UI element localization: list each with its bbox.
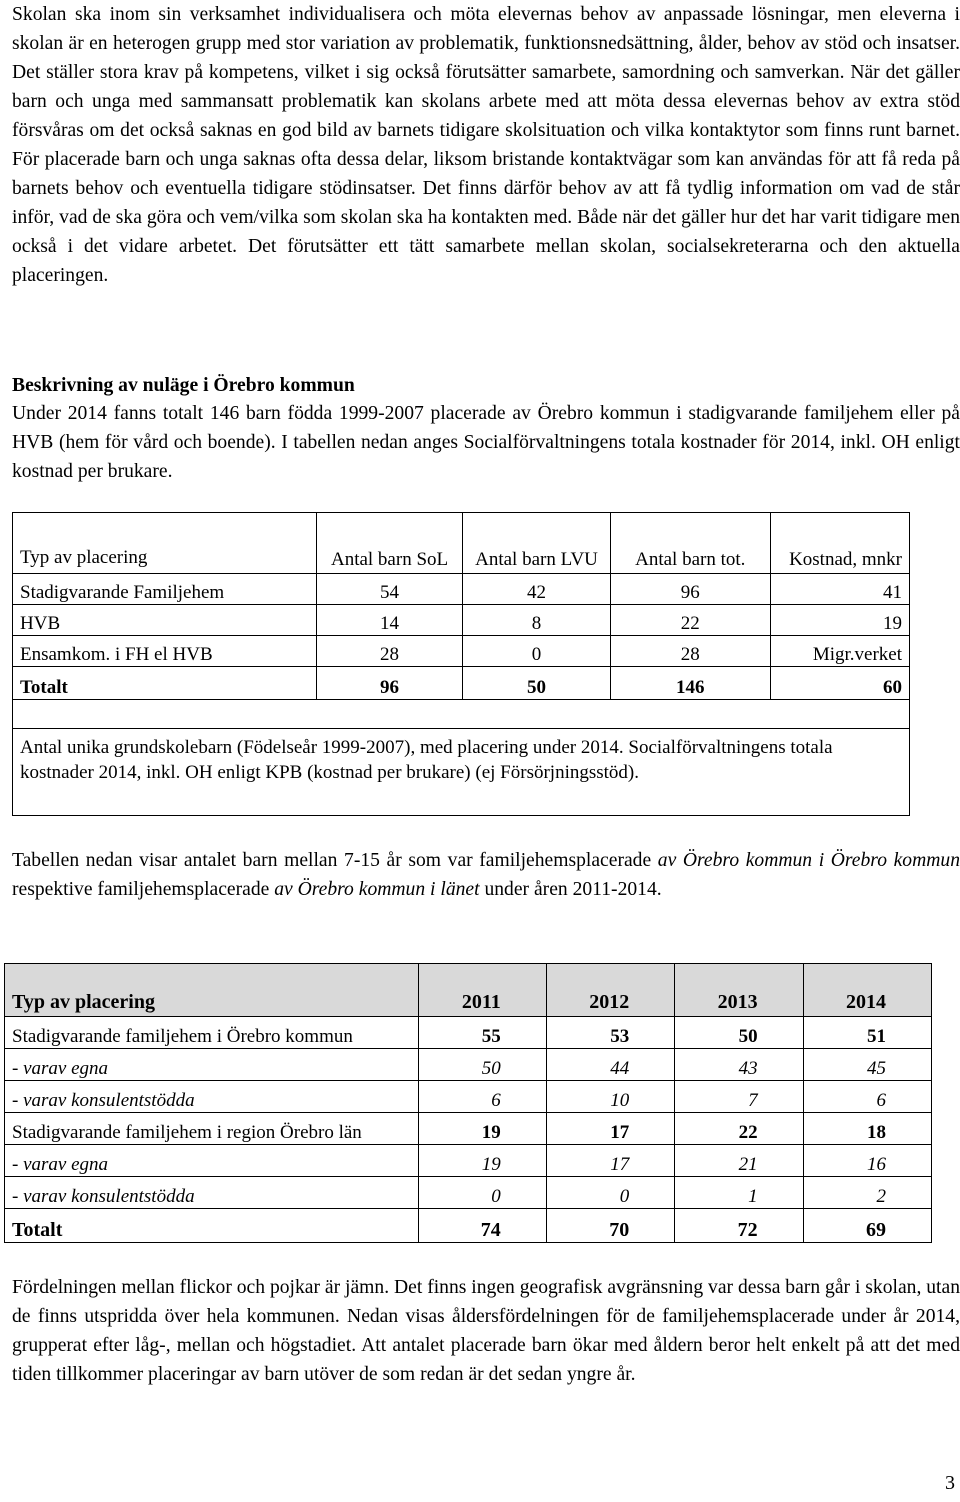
table-cell: Totalt — [13, 667, 317, 700]
header-cell: Antal barn LVU — [463, 513, 610, 574]
intro-paragraph: Skolan ska inom sin verksamhet individualisera och möta elevernas behov av anpassade lösningar, men eleverna i skolan är en heterogen grupp med stor variation av problematik, funktionsnedsättning, ålder, behov av stöd och insatser. Det ställer stora krav på kompetens, vilket i sig också förutsätter samarbete, samordning och samverkan. När det gäller barn och unga med sammansatt problematik kan skolans arbete med att möta dessa elevernas behov av extra stöd försvåras om det också saknas en god bild av barnets tidigare skolsituation och vilka kontaktytor som finns runt barnet. För placerade barn och unga saknas ofta dessa delar, liksom bristande kontaktvägar som kan användas för att få reda på barnets behov och eventuella tidigare stödinsatser. Det finns därför behov av att få tydlig information om vad de står inför, vad de ska göra och vem/vilka som skolan ska ha kontakten med. Både när det gäller hur det har varit tidigare men också i det vidare arbetet. Det förutsätter ett tätt samarbete mellan skolan, socialsekreterarna och den aktuella placeringen. — [12, 4, 960, 286]
table-note: Antal unika grundskolebarn (Födelseår 1999-2007), med placering under 2014. Socialförvaltningens totala kostnader 2014, inkl. OH enligt KPB (kostnad per brukare) (ej Försörjningsstöd). — [13, 729, 910, 816]
table-cell: 19 — [418, 1113, 546, 1145]
table-cell: 45 — [803, 1049, 931, 1081]
table-cell: 17 — [546, 1113, 674, 1145]
table-cell: 10 — [546, 1081, 674, 1113]
table-cell: 96 — [316, 667, 463, 700]
table-cell: 22 — [610, 605, 770, 636]
placement-table — [4, 963, 932, 1243]
table-cell: 50 — [463, 667, 610, 700]
table-cell: 2 — [803, 1177, 931, 1209]
table-cell: 16 — [803, 1145, 931, 1177]
table-cell: 42 — [463, 574, 610, 605]
total-row — [5, 1209, 932, 1243]
header-cell: Typ av placering — [13, 513, 317, 574]
table-cell: Totalt — [5, 1209, 419, 1243]
table-cell: 72 — [675, 1209, 803, 1243]
table-cell: 7 — [675, 1081, 803, 1113]
header-cell: 2014 — [803, 964, 931, 1017]
table-cell: 22 — [675, 1113, 803, 1145]
note-row — [13, 729, 910, 816]
table-cell: Ensamkom. i FH el HVB — [13, 636, 317, 667]
emphasis-text: av Örebro kommun i Örebro kommun — [657, 850, 960, 871]
table-cell: 19 — [770, 605, 909, 636]
table-row — [5, 1177, 932, 1209]
table-cell: 8 — [463, 605, 610, 636]
table-cell: - varav konsulentstödda — [5, 1081, 419, 1113]
table-cell: - varav egna — [5, 1049, 419, 1081]
header-cell: 2013 — [675, 964, 803, 1017]
header-cell: Kostnad, mnkr — [770, 513, 909, 574]
table-row — [5, 1113, 932, 1145]
header-cell: Typ av placering — [5, 964, 419, 1017]
description-paragraph: Under 2014 fanns totalt 146 barn födda 1999-2007 placerade av Örebro kommun i stadigvarande familjehem eller på HVB (hem för vård och boende). I tabellen nedan anges Socialförvaltningens totala kostnader för 2014, inkl. OH enligt kostnad per brukare. — [12, 403, 960, 482]
table-cell: 18 — [803, 1113, 931, 1145]
table-cell: 0 — [463, 636, 610, 667]
table-row — [13, 636, 910, 667]
cost-table — [12, 512, 910, 816]
cost-table-header — [13, 513, 910, 574]
table-cell: 6 — [803, 1081, 931, 1113]
text-span: respektive familjehemsplacerade — [12, 879, 275, 900]
table-row — [5, 1145, 932, 1177]
header-cell: 2011 — [418, 964, 546, 1017]
total-row — [13, 667, 910, 700]
table-row — [5, 1081, 932, 1113]
table-cell: 43 — [675, 1049, 803, 1081]
blank-cell — [13, 700, 910, 729]
section-heading: Beskrivning av nuläge i Örebro kommun — [12, 375, 355, 396]
table-cell: 14 — [316, 605, 463, 636]
header-cell: Antal barn tot. — [610, 513, 770, 574]
table-cell: 50 — [675, 1017, 803, 1049]
table-cell: Stadigvarande familjehem i region Örebro län — [5, 1113, 419, 1145]
table-cell: 17 — [546, 1145, 674, 1177]
emphasis-text: av Örebro kommun i länet — [274, 879, 480, 900]
table-row — [13, 574, 910, 605]
table-cell: 50 — [418, 1049, 546, 1081]
blank-row — [13, 700, 910, 729]
table-cell: HVB — [13, 605, 317, 636]
table-cell: 69 — [803, 1209, 931, 1243]
table-cell: 70 — [546, 1209, 674, 1243]
table-cell: 74 — [418, 1209, 546, 1243]
text-span: under åren 2011-2014. — [479, 879, 662, 900]
table-cell: 44 — [546, 1049, 674, 1081]
table-cell: 53 — [546, 1017, 674, 1049]
table-cell: Migr.verket — [770, 636, 909, 667]
table-row — [5, 1049, 932, 1081]
table-cell: 41 — [770, 574, 909, 605]
table-cell: 60 — [770, 667, 909, 700]
table-cell: 54 — [316, 574, 463, 605]
table-cell: 6 — [418, 1081, 546, 1113]
table-cell: 28 — [610, 636, 770, 667]
page-number: 3 — [945, 1472, 955, 1494]
table-cell: 0 — [418, 1177, 546, 1209]
table-cell: 96 — [610, 574, 770, 605]
table-cell: Stadigvarande Familjehem — [13, 574, 317, 605]
closing-paragraph: Fördelningen mellan flickor och pojkar är jämn. Det finns ingen geografisk avgränsning var dessa barn går i skolan, utan de finns utspridda över hela kommunen. Nedan visas åldersfördelningen för de familjehemsplacerade under år 2014, grupperat efter låg-, mellan och högstadiet. Att antalet placerade barn ökar med åldern beror helt enkelt på att det med tiden tillkommer placeringar av barn utöver de som redan är det sedan yngre år. — [12, 1277, 960, 1385]
table-cell: 0 — [546, 1177, 674, 1209]
table-cell: 21 — [675, 1145, 803, 1177]
text-span: Tabellen nedan visar antalet barn mellan 7-15 år som var familjehemsplacerade — [12, 850, 658, 871]
table-cell: 28 — [316, 636, 463, 667]
table-row — [13, 605, 910, 636]
table-cell: 55 — [418, 1017, 546, 1049]
table-cell: Stadigvarande familjehem i Örebro kommun — [5, 1017, 419, 1049]
table-intro-paragraph — [12, 846, 960, 904]
table-cell: 51 — [803, 1017, 931, 1049]
header-cell: Antal barn SoL — [316, 513, 463, 574]
placement-table-header — [5, 964, 932, 1017]
table-cell: 19 — [418, 1145, 546, 1177]
header-cell: 2012 — [546, 964, 674, 1017]
table-cell: 1 — [675, 1177, 803, 1209]
table-cell: 146 — [610, 667, 770, 700]
table-row — [5, 1017, 932, 1049]
table-cell: - varav egna — [5, 1145, 419, 1177]
table-cell: - varav konsulentstödda — [5, 1177, 419, 1209]
